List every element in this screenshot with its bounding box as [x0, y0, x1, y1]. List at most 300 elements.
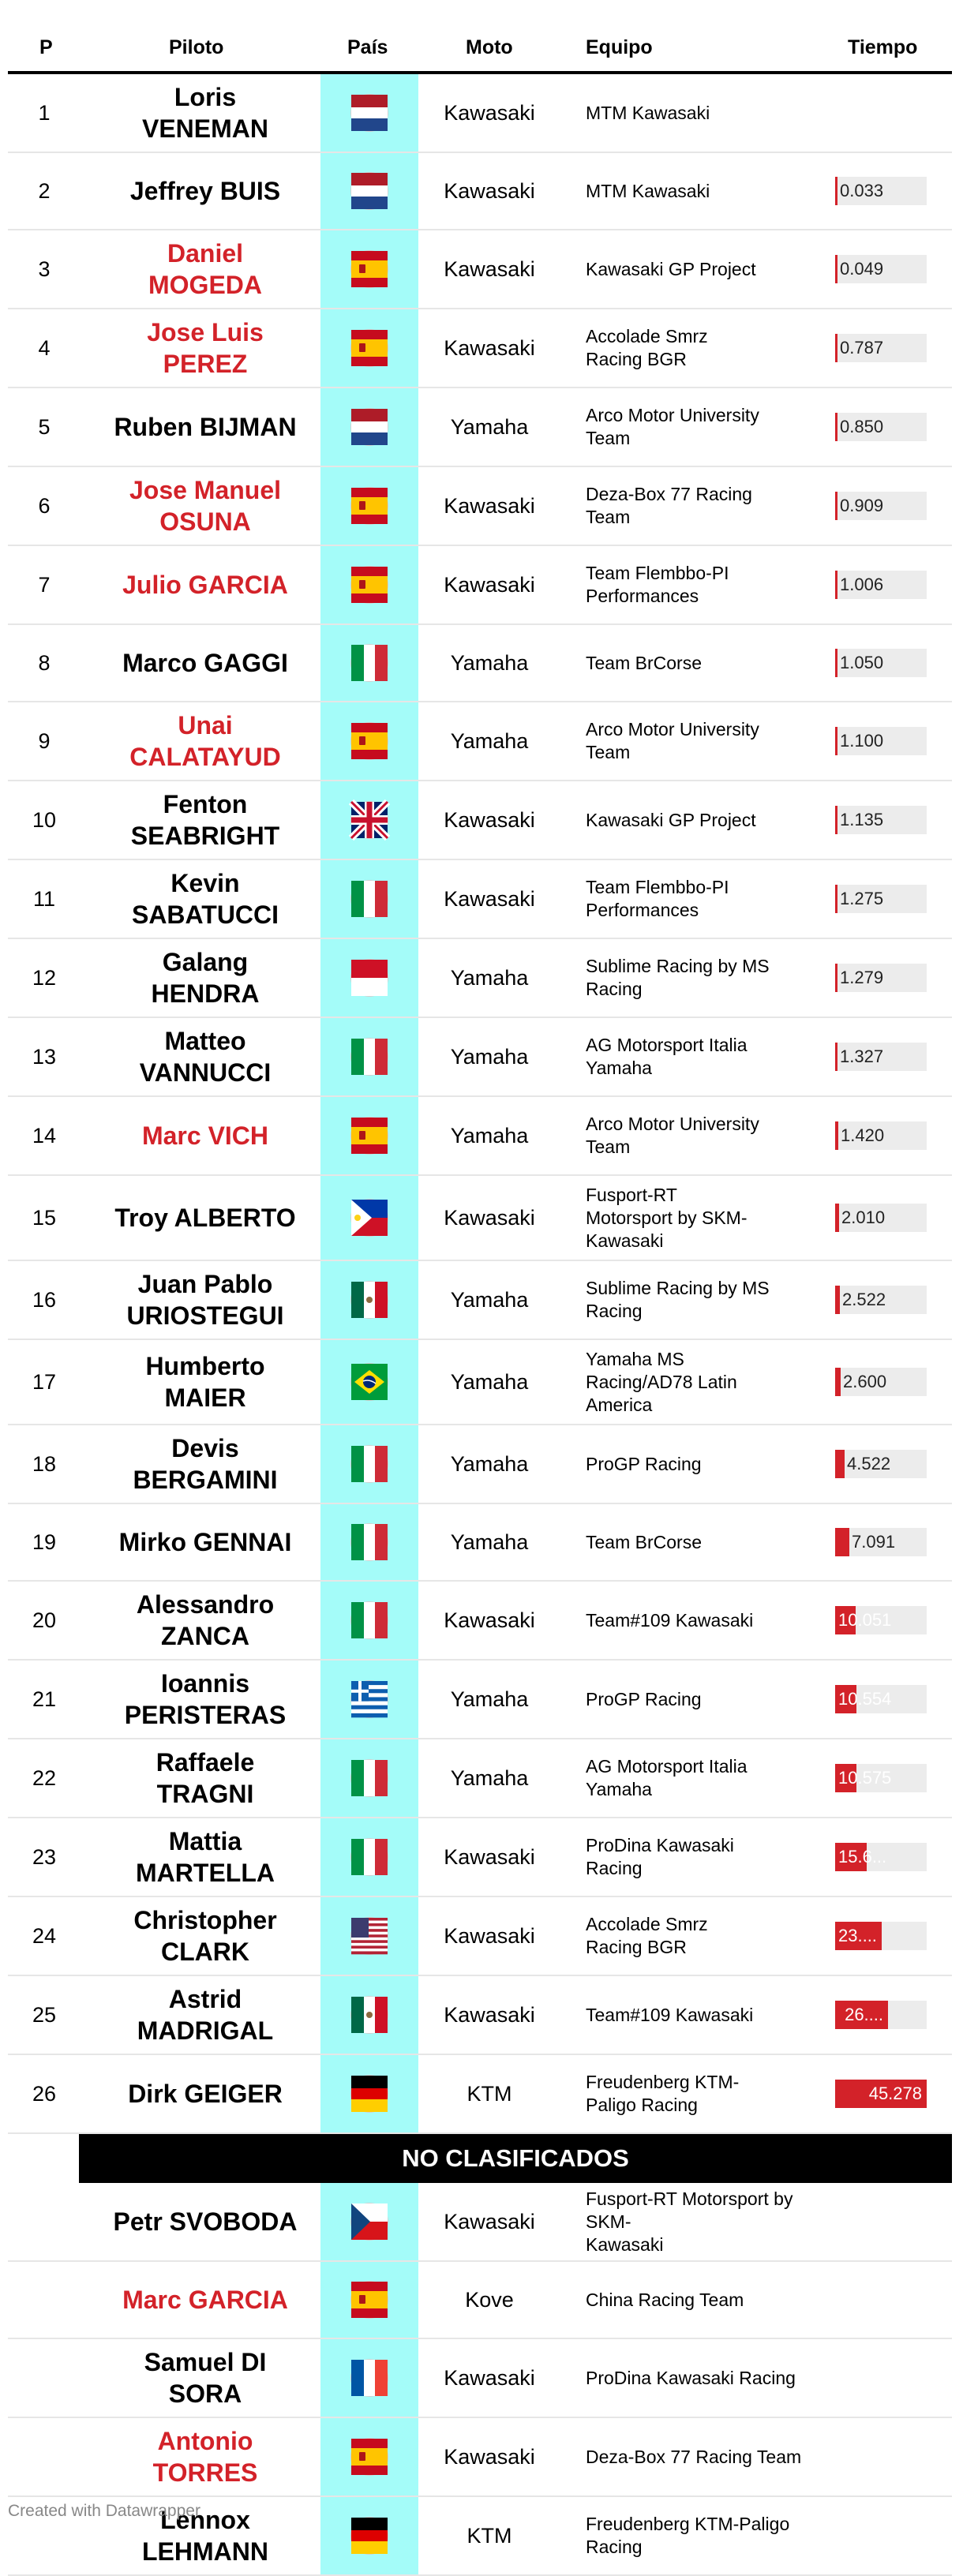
driver-name — [87, 939, 324, 1017]
time-gap-fill — [835, 964, 837, 992]
time-gap-cell — [835, 546, 927, 623]
es-flag-icon — [351, 1118, 388, 1154]
position: 17 — [32, 1369, 57, 1394]
team-name-line: Kawasaki GP Project — [586, 809, 756, 830]
team-name-line: Arco Motor University — [586, 405, 759, 425]
team-name-line: Fusport-RT — [586, 1184, 677, 1205]
bike-brand: Yamaha — [450, 1451, 529, 1476]
country-cell — [320, 702, 418, 780]
time-gap-cell — [835, 467, 927, 545]
table-row — [8, 1176, 952, 1261]
team-name — [586, 1818, 822, 1896]
country-cell — [320, 1097, 418, 1174]
it-flag-icon — [351, 881, 388, 917]
driver-name-line: MADRIGAL — [137, 2016, 274, 2045]
country-cell — [320, 1739, 418, 1817]
driver-name — [87, 1097, 324, 1174]
team-name-line: Team Flembbo-PI — [586, 877, 729, 897]
driver-name-line: Antonio — [157, 2427, 253, 2455]
time-gap-cell — [835, 1018, 927, 1095]
team-name-line: Accolade Smrz — [586, 1914, 708, 1934]
team-name-line: Racing BGR — [586, 349, 687, 369]
driver-name — [87, 860, 324, 938]
driver-name-line: VENEMAN — [141, 114, 268, 143]
country-cell — [320, 625, 418, 701]
fr-flag-icon — [351, 2360, 388, 2396]
team-name — [586, 1340, 822, 1424]
time-gap-bar — [835, 2001, 927, 2029]
time-gap-fill — [835, 571, 837, 599]
driver-name-line: Daniel — [167, 239, 244, 268]
position: 16 — [32, 1287, 57, 1312]
driver-name — [87, 2183, 324, 2260]
team-name — [586, 2497, 822, 2574]
time-gap-bar — [835, 806, 927, 834]
driver-name-line: TORRES — [152, 2458, 258, 2487]
table-row — [8, 781, 952, 860]
time-gap-bar — [835, 571, 927, 599]
time-gap-value: 2.010 — [841, 1208, 886, 1227]
country-cell — [320, 467, 418, 545]
team-name-line: Deza-Box 77 Racing — [586, 484, 752, 504]
driver-name — [87, 388, 324, 466]
position: 21 — [32, 1687, 57, 1711]
driver-name-line: Galang — [162, 948, 249, 976]
time-gap-fill — [835, 1528, 849, 1556]
team-name — [586, 1739, 822, 1817]
time-gap-fill — [835, 1043, 837, 1071]
team-name-line: Team Flembbo-PI — [586, 563, 729, 583]
time-gap-bar — [835, 885, 927, 913]
team-name — [586, 388, 822, 466]
country-cell — [320, 2055, 418, 2132]
time-gap-cell — [835, 1261, 927, 1339]
driver-name-line: VANNUCCI — [139, 1058, 272, 1087]
country-cell — [320, 2497, 418, 2574]
table-row — [8, 2055, 952, 2134]
table-row — [8, 2418, 952, 2497]
driver-name-line: Mattia — [168, 1827, 242, 1855]
cz-flag-icon — [351, 2203, 388, 2240]
team-name-line: Team — [586, 1136, 631, 1157]
time-gap-cell — [835, 860, 927, 938]
team-name-line: Freudenberg KTM-Paligo Racing — [586, 2514, 790, 2557]
time-gap-cell — [835, 309, 927, 387]
time-gap-cell — [835, 1582, 927, 1659]
bike-brand: Kawasaki — [444, 2365, 535, 2390]
team-name-line: Motorsport by SKM- — [586, 1207, 748, 1228]
time-gap-bar — [835, 255, 927, 283]
us-flag-icon — [351, 1918, 388, 1954]
team-name-line: Sublime Racing by MS — [586, 1278, 770, 1298]
time-gap-cell — [835, 1661, 927, 1738]
team-name — [586, 781, 822, 859]
position: 6 — [38, 493, 51, 518]
team-name — [586, 1097, 822, 1174]
bike-brand: Yamaha — [450, 728, 529, 753]
position: 25 — [32, 2002, 57, 2027]
time-gap-fill — [835, 1368, 841, 1396]
driver-name — [87, 230, 324, 308]
driver-name-line: Fenton — [163, 790, 248, 818]
team-name-line: Paligo Racing — [586, 2095, 698, 2115]
driver-name-line: Astrid — [168, 1985, 242, 2013]
driver-name-line: URIOSTEGUI — [126, 1301, 284, 1330]
team-name-line: Team — [586, 428, 631, 448]
team-name — [586, 2055, 822, 2132]
position: 5 — [38, 414, 51, 439]
country-cell — [320, 74, 418, 152]
bike-brand: Yamaha — [450, 1123, 529, 1148]
time-gap-fill — [835, 334, 837, 362]
time-gap-cell — [835, 1176, 927, 1260]
br-flag-icon — [351, 1364, 388, 1400]
driver-name-line: BERGAMINI — [133, 1466, 278, 1494]
driver-name-line: LEHMANN — [142, 2537, 268, 2566]
driver-name-line: Alessandro — [136, 1590, 275, 1619]
team-name-line: Racing/AD78 Latin — [586, 1371, 737, 1392]
country-cell — [320, 1261, 418, 1339]
team-name-line: Kawasaki — [586, 1230, 664, 1251]
header-country[interactable]: País — [347, 36, 388, 58]
driver-name — [87, 1818, 324, 1896]
driver-name-line: Christopher — [133, 1906, 277, 1934]
country-cell — [320, 230, 418, 308]
table-row — [8, 467, 952, 546]
team-name-line: MTM Kawasaki — [586, 180, 710, 201]
header-bike[interactable]: Moto — [466, 36, 513, 58]
team-name-line: Arco Motor University — [586, 1114, 759, 1134]
driver-name — [87, 2055, 324, 2132]
time-gap-cell — [835, 1818, 927, 1896]
team-name — [586, 2418, 822, 2496]
header-team[interactable]: Equipo — [586, 36, 653, 58]
time-gap-value: 1.275 — [840, 889, 884, 908]
country-cell — [320, 2183, 418, 2260]
time-gap-fill — [835, 1286, 840, 1314]
time-gap-value: 4.522 — [847, 1454, 891, 1473]
table-row — [8, 1818, 952, 1897]
time-gap-value: 10.575 — [838, 1768, 892, 1788]
bike-brand: Kawasaki — [444, 2444, 535, 2469]
bike-brand: Yamaha — [450, 1044, 529, 1069]
bike-brand: Yamaha — [450, 1765, 529, 1790]
it-flag-icon — [351, 1524, 388, 1560]
time-gap-bar — [835, 1528, 927, 1556]
table-row — [8, 1897, 952, 1976]
position: 26 — [32, 2081, 57, 2106]
country-cell — [320, 309, 418, 387]
country-cell — [320, 1897, 418, 1975]
driver-name-line: SABATUCCI — [131, 900, 279, 929]
it-flag-icon — [351, 1839, 388, 1875]
it-flag-icon — [351, 1039, 388, 1075]
driver-name — [87, 1261, 324, 1339]
table-row — [8, 625, 952, 702]
driver-name-line: Jeffrey BUIS — [129, 177, 281, 205]
time-gap-bar — [835, 1843, 927, 1871]
driver-name — [87, 546, 324, 623]
it-flag-icon — [351, 1760, 388, 1796]
position: 9 — [38, 728, 51, 753]
team-name — [586, 1176, 822, 1260]
position: 1 — [38, 100, 51, 125]
time-gap-value: 15.6... — [838, 1847, 887, 1866]
time-gap-cell — [835, 1425, 927, 1503]
position: 19 — [32, 1530, 57, 1554]
team-name — [586, 939, 822, 1017]
team-name — [586, 1018, 822, 1095]
it-flag-icon — [351, 1446, 388, 1482]
driver-name-line: TRAGNI — [156, 1780, 254, 1808]
time-gap-value: 2.600 — [843, 1372, 887, 1391]
time-gap-fill — [835, 1121, 838, 1150]
position — [8, 2418, 81, 2496]
time-gap-fill — [835, 177, 837, 205]
position: 4 — [38, 335, 51, 360]
time-gap-fill — [835, 885, 837, 913]
country-cell — [320, 1340, 418, 1424]
position: 3 — [38, 256, 51, 281]
time-gap-value: 0.787 — [840, 338, 884, 358]
team-name — [586, 702, 822, 780]
driver-name — [87, 2262, 324, 2338]
position: 13 — [32, 1044, 57, 1069]
time-gap-cell — [835, 2055, 927, 2132]
team-name-line: Fusport-RT Motorsport by SKM- — [586, 2188, 793, 2232]
time-gap-value: 10.554 — [838, 1689, 892, 1709]
team-name-line: Team — [586, 742, 631, 762]
driver-name — [87, 1176, 324, 1260]
team-name-line: Racing BGR — [586, 1937, 687, 1957]
time-gap-fill — [835, 1204, 839, 1232]
separator-row — [8, 2134, 952, 2183]
time-gap-value: 0.033 — [840, 181, 884, 200]
team-name — [586, 1897, 822, 1975]
country-cell — [320, 1176, 418, 1260]
header-driver[interactable]: Piloto — [169, 36, 224, 58]
time-gap-value: 1.006 — [840, 575, 884, 594]
position: 18 — [32, 1451, 57, 1476]
header-pos[interactable]: P — [39, 36, 53, 58]
driver-name — [87, 467, 324, 545]
driver-name-line: Juan Pablo — [137, 1270, 273, 1298]
time-gap-bar — [835, 1121, 927, 1150]
table-row — [8, 309, 952, 388]
time-gap-bar — [835, 727, 927, 755]
team-name-line: MTM Kawasaki — [586, 102, 710, 123]
time-gap-bar — [835, 1764, 927, 1792]
team-name-line: Kawasaki GP Project — [586, 258, 756, 279]
country-cell — [320, 1504, 418, 1580]
team-name-line: AG Motorsport Italia — [586, 1756, 748, 1777]
country-cell — [320, 1018, 418, 1095]
team-name-line: Yamaha — [586, 1779, 652, 1799]
driver-name-line: MARTELLA — [136, 1859, 275, 1887]
driver-name-line: ZANCA — [161, 1622, 249, 1650]
table-row — [8, 1261, 952, 1340]
team-name-line: ProDina Kawasaki — [586, 1835, 734, 1855]
table-row — [8, 153, 952, 230]
driver-name — [87, 153, 324, 229]
time-gap-value: 0.909 — [840, 496, 884, 515]
time-gap-cell — [835, 1097, 927, 1174]
time-gap-bar — [835, 413, 927, 441]
time-gap-cell — [835, 1340, 927, 1424]
bike-brand: Yamaha — [450, 1530, 529, 1554]
position: 11 — [32, 886, 56, 911]
bike-brand: Kawasaki — [444, 572, 535, 597]
team-name — [586, 1504, 822, 1580]
bike-brand: Kawasaki — [444, 1844, 535, 1869]
table-row — [8, 74, 952, 153]
time-gap-fill — [835, 413, 837, 441]
team-name-line: Performances — [586, 900, 699, 920]
es-flag-icon — [351, 488, 388, 524]
team-name — [586, 230, 822, 308]
driver-name-line: Humberto — [145, 1352, 265, 1380]
team-name — [586, 153, 822, 229]
driver-name-line: PERISTERAS — [124, 1701, 287, 1729]
country-cell — [320, 2262, 418, 2338]
driver-name-line: Devis — [171, 1434, 239, 1462]
bike-brand: Kove — [465, 2287, 514, 2312]
table-row — [8, 2339, 952, 2418]
time-gap-fill — [835, 255, 837, 283]
time-gap-bar — [835, 1286, 927, 1314]
team-name-line: Kawasaki — [586, 2233, 664, 2255]
time-gap-cell — [835, 781, 927, 859]
team-name-line: AG Motorsport Italia — [586, 1035, 748, 1055]
driver-name — [87, 702, 324, 780]
table-row — [8, 1340, 952, 1425]
table-row — [8, 388, 952, 467]
time-gap-bar — [835, 964, 927, 992]
driver-name-line: SORA — [168, 2379, 242, 2408]
footer-credit: Created with Datawrapper — [8, 2502, 200, 2520]
position: 8 — [38, 650, 51, 675]
de-flag-icon — [351, 2076, 388, 2112]
driver-name-line: Marc VICH — [141, 1121, 269, 1150]
unclassified-header: NO CLASIFICADOS — [79, 2134, 952, 2183]
driver-name — [87, 1582, 324, 1659]
gb-flag-icon — [351, 802, 388, 838]
time-gap-bar — [835, 1922, 927, 1950]
bike-brand: Kawasaki — [444, 2209, 535, 2233]
es-flag-icon — [351, 567, 388, 603]
driver-name-line: Ruben BIJMAN — [114, 413, 297, 441]
position — [8, 2183, 81, 2260]
time-gap-bar — [835, 649, 927, 677]
driver-name-line: Marco GAGGI — [122, 649, 288, 677]
country-cell — [320, 939, 418, 1017]
driver-name-line: Jose Luis — [147, 318, 264, 346]
position: 22 — [32, 1765, 57, 1790]
es-flag-icon — [351, 251, 388, 287]
country-cell — [320, 781, 418, 859]
es-flag-icon — [351, 723, 388, 759]
time-gap-cell — [835, 153, 927, 229]
mx-flag-icon — [351, 1282, 388, 1318]
time-gap-fill — [835, 806, 837, 834]
country-cell — [320, 1661, 418, 1738]
time-gap-bar — [835, 492, 927, 520]
driver-name — [87, 1897, 324, 1975]
driver-name-line: MOGEDA — [148, 271, 262, 299]
table-row — [8, 1018, 952, 1097]
driver-name-line: Raffaele — [156, 1748, 255, 1777]
team-name-line: ProDina Kawasaki Racing — [586, 2367, 796, 2388]
header-time[interactable]: Tiempo — [848, 36, 918, 58]
time-gap-value: 1.050 — [840, 653, 884, 672]
driver-name-line: CALATAYUD — [129, 743, 281, 771]
driver-name — [87, 1739, 324, 1817]
team-name — [586, 309, 822, 387]
time-gap-value: 2.522 — [842, 1290, 886, 1309]
team-name — [586, 1425, 822, 1503]
table-row — [8, 230, 952, 309]
table-row — [8, 1097, 952, 1176]
time-gap-cell — [835, 1976, 927, 2054]
table-row — [8, 1425, 952, 1504]
driver-name — [87, 309, 324, 387]
time-gap-value: 1.279 — [840, 968, 884, 987]
team-name-line: Yamaha — [586, 1058, 652, 1078]
driver-name — [87, 1340, 324, 1424]
time-gap-value: 7.091 — [852, 1532, 896, 1552]
driver-name-line: Mirko GENNAI — [118, 1528, 292, 1556]
time-gap-fill — [835, 1450, 845, 1478]
table-row — [8, 860, 952, 939]
table-row — [8, 939, 952, 1018]
country-cell — [320, 388, 418, 466]
gr-flag-icon — [351, 1681, 388, 1717]
position: 15 — [32, 1205, 57, 1230]
es-flag-icon — [351, 2439, 388, 2475]
id-flag-icon — [351, 960, 388, 996]
table-row — [8, 2262, 952, 2339]
time-gap-value: 0.049 — [840, 259, 884, 279]
driver-name-line: Matteo — [164, 1027, 246, 1055]
driver-name — [87, 2339, 324, 2417]
team-name-line: Team BrCorse — [586, 1531, 702, 1552]
team-name — [586, 467, 822, 545]
team-name — [586, 1976, 822, 2054]
team-name-line: Team#109 Kawasaki — [586, 2004, 754, 2025]
driver-name-line: Samuel DI — [144, 2348, 267, 2376]
country-cell — [320, 2418, 418, 2496]
position: 10 — [32, 807, 57, 832]
driver-name — [87, 74, 324, 152]
bike-brand: Kawasaki — [444, 1608, 535, 1632]
country-cell — [320, 1582, 418, 1659]
time-gap-cell — [835, 939, 927, 1017]
bike-brand: Kawasaki — [444, 807, 535, 832]
table-row — [8, 1661, 952, 1739]
bike-brand: Kawasaki — [444, 335, 535, 360]
time-gap-value: 45.278 — [868, 2084, 922, 2103]
position: 2 — [38, 178, 51, 203]
time-gap-fill — [835, 649, 837, 677]
bike-brand: Yamaha — [450, 650, 529, 675]
country-cell — [320, 1425, 418, 1503]
driver-name-line: Dirk GEIGER — [128, 2080, 283, 2108]
driver-name — [87, 2418, 324, 2496]
team-name — [586, 2183, 822, 2260]
country-cell — [320, 1976, 418, 2054]
team-name-line: ProGP Racing — [586, 1688, 702, 1709]
driver-name — [87, 1018, 324, 1095]
